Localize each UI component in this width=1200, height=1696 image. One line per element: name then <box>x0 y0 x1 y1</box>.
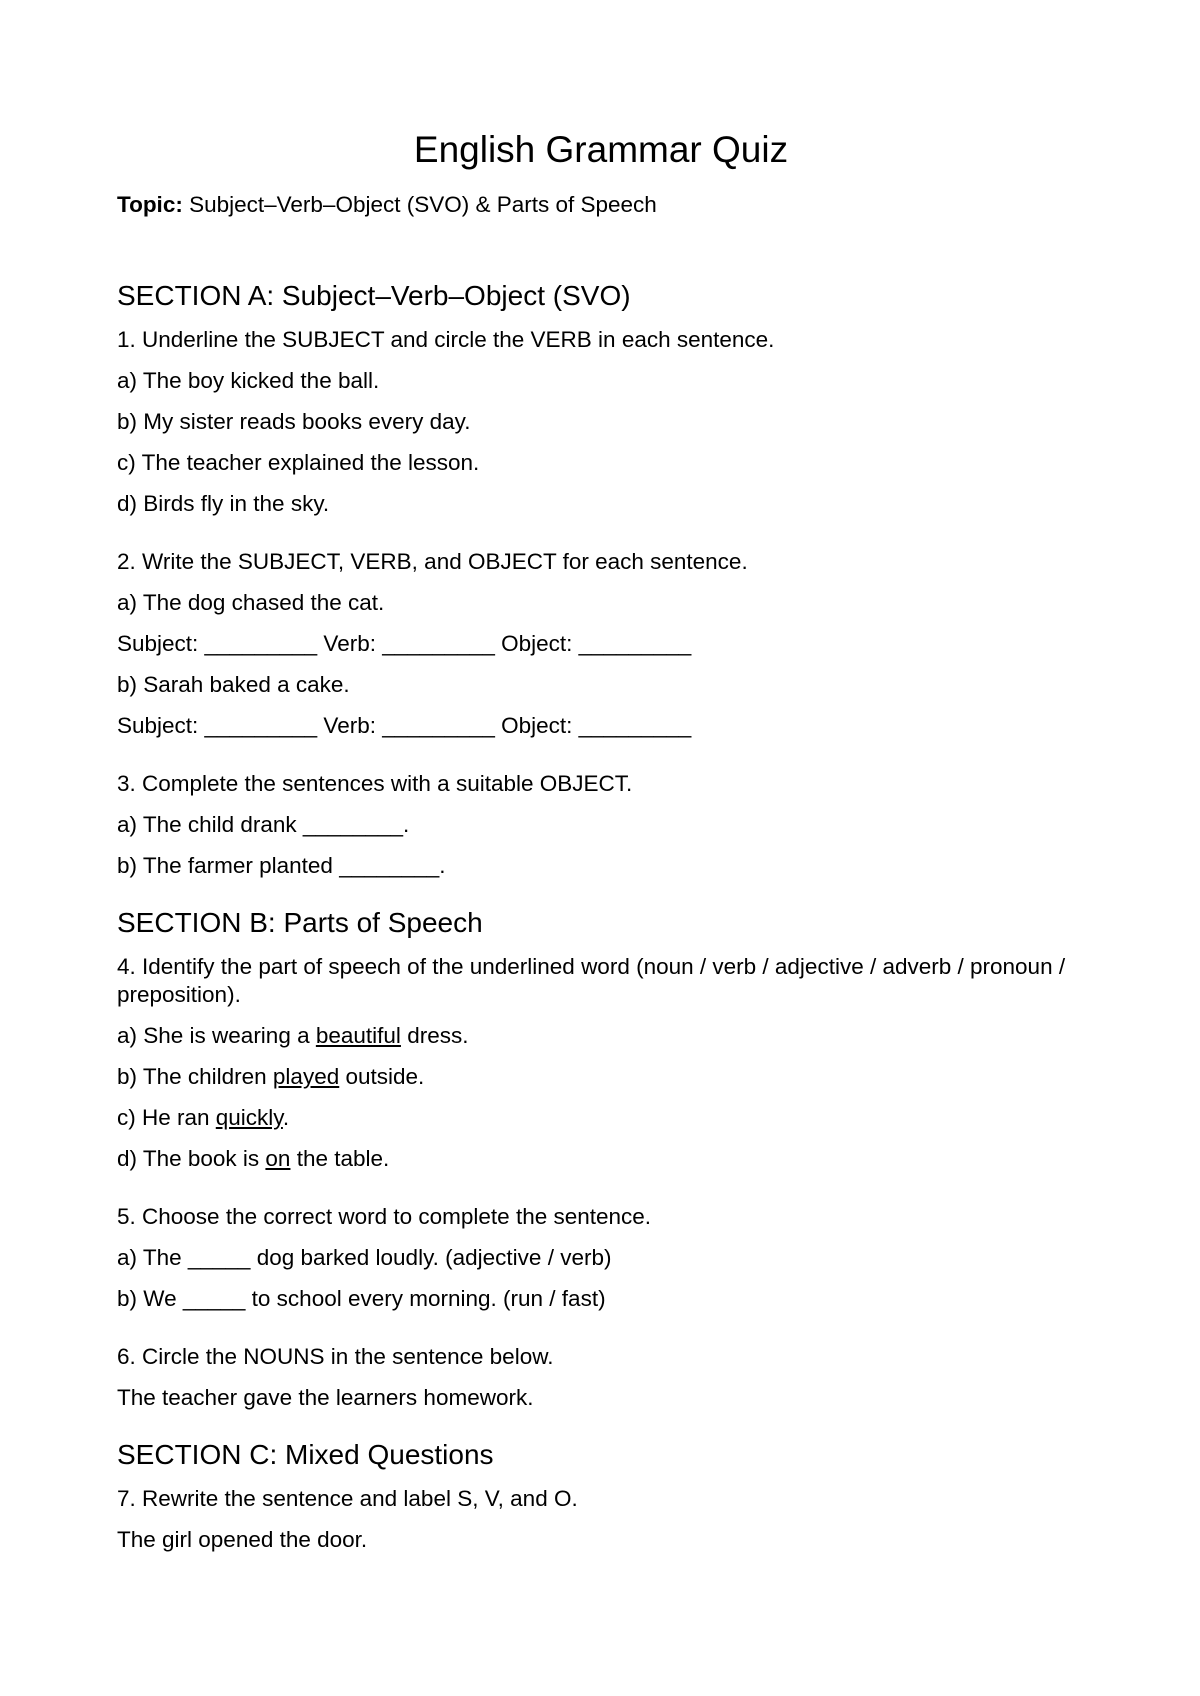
q4-item-b-post: outside. <box>339 1064 425 1089</box>
q1-item-c: c) The teacher explained the lesson. <box>117 450 480 475</box>
q6-prompt: 6. Circle the NOUNS in the sentence below. <box>117 1344 554 1369</box>
q3-item-a: a) The child drank ________. <box>117 812 410 837</box>
q4-item-a-pre: a) She is wearing a <box>117 1023 316 1048</box>
q1-item-d: d) Birds fly in the sky. <box>117 491 330 516</box>
section-c-heading: SECTION C: Mixed Questions <box>117 1439 494 1470</box>
underlined-word: played <box>272 1064 340 1089</box>
q7-sentence: The girl opened the door. <box>117 1527 368 1552</box>
q7-prompt: 7. Rewrite the sentence and label S, V, and O. <box>117 1486 578 1511</box>
q2-blanks-a: Subject: _________ Verb: _________ Object: _________ <box>117 631 692 656</box>
q4-item-d-post: the table. <box>290 1146 390 1171</box>
q4-item-d <box>117 1145 1085 1173</box>
section-a-heading: SECTION A: Subject–Verb–Object (SVO) <box>117 280 631 311</box>
q1-item-b: b) My sister reads books every day. <box>117 409 471 434</box>
q4-item-a-post: dress. <box>400 1023 469 1048</box>
q2-item-a: a) The dog chased the cat. <box>117 590 385 615</box>
q4-item-c <box>117 1104 1085 1132</box>
q4-item-a <box>117 1022 1085 1050</box>
q1-item-a: a) The boy kicked the ball. <box>117 368 380 393</box>
q5-item-a: a) The _____ dog barked loudly. (adjective / verb) <box>117 1245 612 1270</box>
q4-item-d-pre: d) The book is <box>117 1146 266 1171</box>
section-b-heading: SECTION B: Parts of Speech <box>117 907 483 938</box>
document-content <box>117 128 1085 1554</box>
page-title: English Grammar Quiz <box>413 129 789 170</box>
q2-item-b: b) Sarah baked a cake. <box>117 672 350 697</box>
q3-prompt: 3. Complete the sentences with a suitable OBJECT. <box>117 771 633 796</box>
underlined-word: on <box>265 1146 291 1171</box>
topic-label: Topic: <box>117 192 183 217</box>
q4-item-b <box>117 1063 1085 1091</box>
topic-text: Subject–Verb–Object (SVO) & Parts of Speech <box>182 192 657 217</box>
q1-prompt: 1. Underline the SUBJECT and circle the VERB in each sentence. <box>117 327 775 352</box>
underlined-word: quickly <box>215 1105 283 1130</box>
q3-item-b: b) The farmer planted ________. <box>117 853 446 878</box>
q2-prompt: 2. Write the SUBJECT, VERB, and OBJECT for each sentence. <box>117 549 748 574</box>
underlined-word: beautiful <box>315 1023 401 1048</box>
q4-item-b-pre: b) The children <box>117 1064 273 1089</box>
q6-sentence: The teacher gave the learners homework. <box>117 1385 534 1410</box>
topic-line <box>117 191 1085 219</box>
q5-prompt: 5. Choose the correct word to complete the sentence. <box>117 1204 652 1229</box>
q2-blanks-b: Subject: _________ Verb: _________ Object: _________ <box>117 713 692 738</box>
q4-item-c-pre: c) He ran <box>117 1105 216 1130</box>
q4-item-c-post: . <box>282 1105 290 1130</box>
q5-item-b: b) We _____ to school every morning. (run / fast) <box>117 1286 606 1311</box>
q4-prompt: 4. Identify the part of speech of the underlined word (noun / verb / adjective / adverb / pronoun / preposition). <box>117 954 1066 1007</box>
